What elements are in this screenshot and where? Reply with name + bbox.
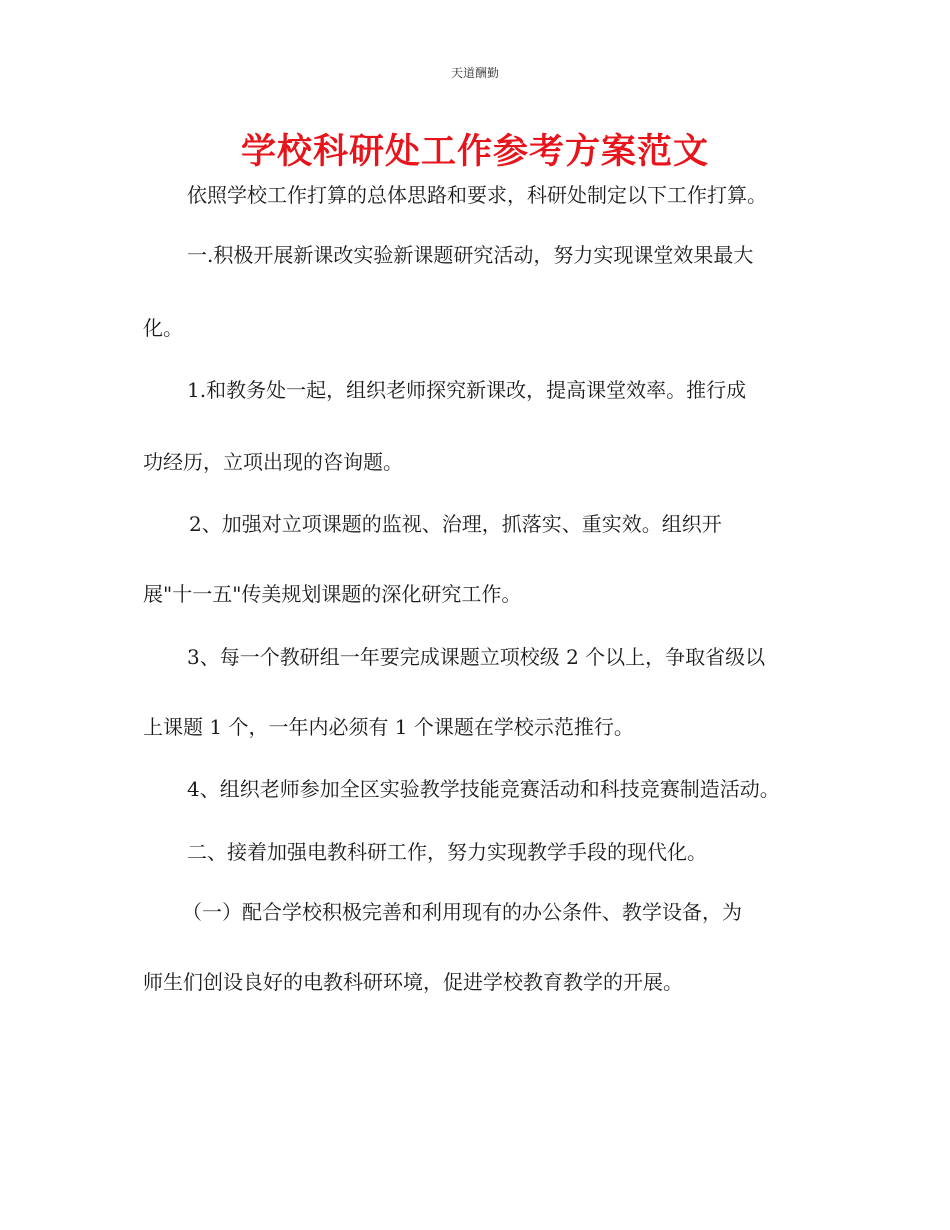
document-title: 学校科研处工作参考方案范文 xyxy=(240,132,709,172)
item-1-line-2: 功经历，立项出现的咨询题。 xyxy=(143,450,403,474)
item-2-line-1: 2、加强对立项课题的监视、治理，抓落实、重实效。组织开 xyxy=(189,512,722,536)
item-2-line-2: 展"十一五"传美规划课题的深化研究工作。 xyxy=(143,582,522,606)
page-header: 天道酬勤 xyxy=(450,66,499,80)
sub-item-1-line-1: （一）配合学校积极完善和利用现有的办公条件、教学设备，为 xyxy=(182,900,742,924)
item-1-line-1: 1.和教务处一起，组织老师探究新课改，提高课堂效率。推行成 xyxy=(187,378,747,402)
section-1-heading-line-1: 一.积极开展新课改实验新课题研究活动，努力实现课堂效果最大 xyxy=(187,243,754,267)
section-2-heading: 二、接着加强电教科研工作，努力实现教学手段的现代化。 xyxy=(187,840,707,864)
sub-item-1-line-2: 师生们创设良好的电教科研环境，促进学校教育教学的开展。 xyxy=(143,970,683,994)
item-4-line: 4、组织老师参加全区实验教学技能竞赛活动和科技竞赛制造活动。 xyxy=(187,777,780,801)
item-3-line-1: 3、每一个教研组一年要完成课题立项校级 2 个以上，争取省级以 xyxy=(187,645,766,669)
paragraph-intro: 依照学校工作打算的总体思路和要求，科研处制定以下工作打算。 xyxy=(187,183,767,207)
section-1-heading-line-2: 化。 xyxy=(143,316,183,340)
item-3-line-2: 上课题 1 个，一年内必须有 1 个课题在学校示范推行。 xyxy=(143,715,634,739)
